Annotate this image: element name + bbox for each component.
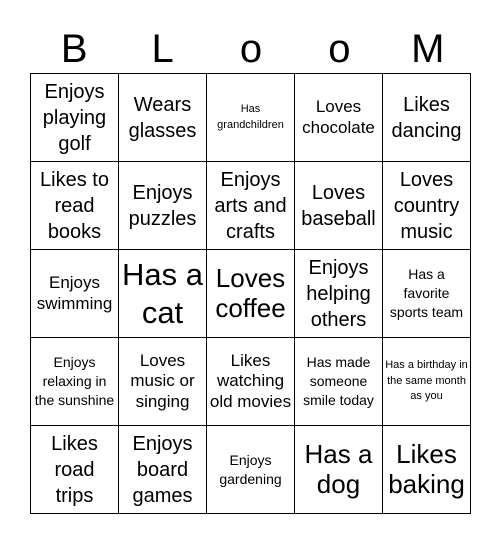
bingo-cell-r1c1[interactable]	[31, 74, 119, 162]
cell-label: Has a favorite sports team	[389, 266, 464, 320]
bingo-cell-r4c2[interactable]	[119, 338, 207, 426]
bingo-cell-r3c1[interactable]	[31, 250, 119, 338]
bingo-cell-r3c2[interactable]	[119, 250, 207, 338]
header-letter-m: M	[411, 27, 445, 71]
cell-label: Likes to read books	[40, 168, 109, 243]
cell-label: Likes baking	[388, 438, 465, 499]
bingo-cell-r1c3[interactable]	[207, 74, 295, 162]
cell-label: Has made someone smile today	[303, 354, 374, 408]
cell-label: Likes watching old movies	[209, 350, 292, 411]
cell-label: Enjoys board games	[132, 432, 193, 507]
bingo-cell-r5c2[interactable]	[119, 426, 207, 514]
cell-label: Enjoys helping others	[306, 256, 371, 331]
bingo-cell-r4c1[interactable]	[31, 338, 119, 426]
cell-label: Enjoys playing golf	[42, 80, 107, 155]
cell-label: Loves baseball	[301, 181, 376, 230]
bingo-cell-r5c1[interactable]	[31, 426, 119, 514]
bingo-cell-r2c2[interactable]	[119, 162, 207, 250]
header-letter-b: B	[60, 27, 88, 71]
bingo-cell-r1c5[interactable]	[383, 74, 471, 162]
bingo-cell-r3c5[interactable]	[383, 250, 471, 338]
bingo-cell-r1c4[interactable]	[295, 74, 383, 162]
bingo-cell-r3c3[interactable]	[207, 250, 295, 338]
cell-label: Likes dancing	[391, 93, 462, 142]
header-letter-o-1: o	[239, 27, 263, 71]
bingo-cell-r2c5[interactable]	[383, 162, 471, 250]
cell-label: Loves chocolate	[302, 97, 375, 137]
bingo-cell-r4c4[interactable]	[295, 338, 383, 426]
cell-label: Enjoys arts and crafts	[214, 168, 287, 243]
cell-label: Enjoys puzzles	[128, 181, 197, 230]
bingo-cell-r4c3[interactable]	[207, 338, 295, 426]
cell-label: Has a dog	[304, 438, 373, 499]
cell-label: Has grandchildren	[217, 102, 284, 131]
cell-label: Has a birthday in the same month as you	[385, 358, 468, 403]
bingo-cell-r2c3[interactable]	[207, 162, 295, 250]
bingo-cell-r1c2[interactable]	[119, 74, 207, 162]
bingo-cell-r4c5[interactable]	[383, 338, 471, 426]
cell-label: Loves music or singing	[130, 350, 195, 411]
cell-label: Likes road trips	[51, 432, 98, 507]
header-letter-l: L	[151, 27, 174, 71]
cell-label: Enjoys relaxing in the sunshine	[34, 354, 115, 408]
bingo-cell-r5c3[interactable]	[207, 426, 295, 514]
bingo-cell-r5c4[interactable]	[295, 426, 383, 514]
bingo-cell-r3c4[interactable]	[295, 250, 383, 338]
bingo-cell-r5c5[interactable]	[383, 426, 471, 514]
bingo-board	[30, 73, 471, 514]
cell-label: Wears glasses	[128, 93, 197, 142]
bingo-cell-r2c1[interactable]	[31, 162, 119, 250]
cell-label: Loves country music	[393, 168, 460, 243]
bingo-header	[30, 24, 472, 74]
cell-label: Enjoys swimming	[36, 273, 113, 313]
cell-label: Loves coffee	[215, 262, 286, 323]
cell-label: Enjoys gardening	[219, 451, 282, 487]
header-letter-o-2: o	[328, 27, 351, 71]
bingo-cell-r2c4[interactable]	[295, 162, 383, 250]
cell-label: Has a cat	[122, 257, 203, 330]
